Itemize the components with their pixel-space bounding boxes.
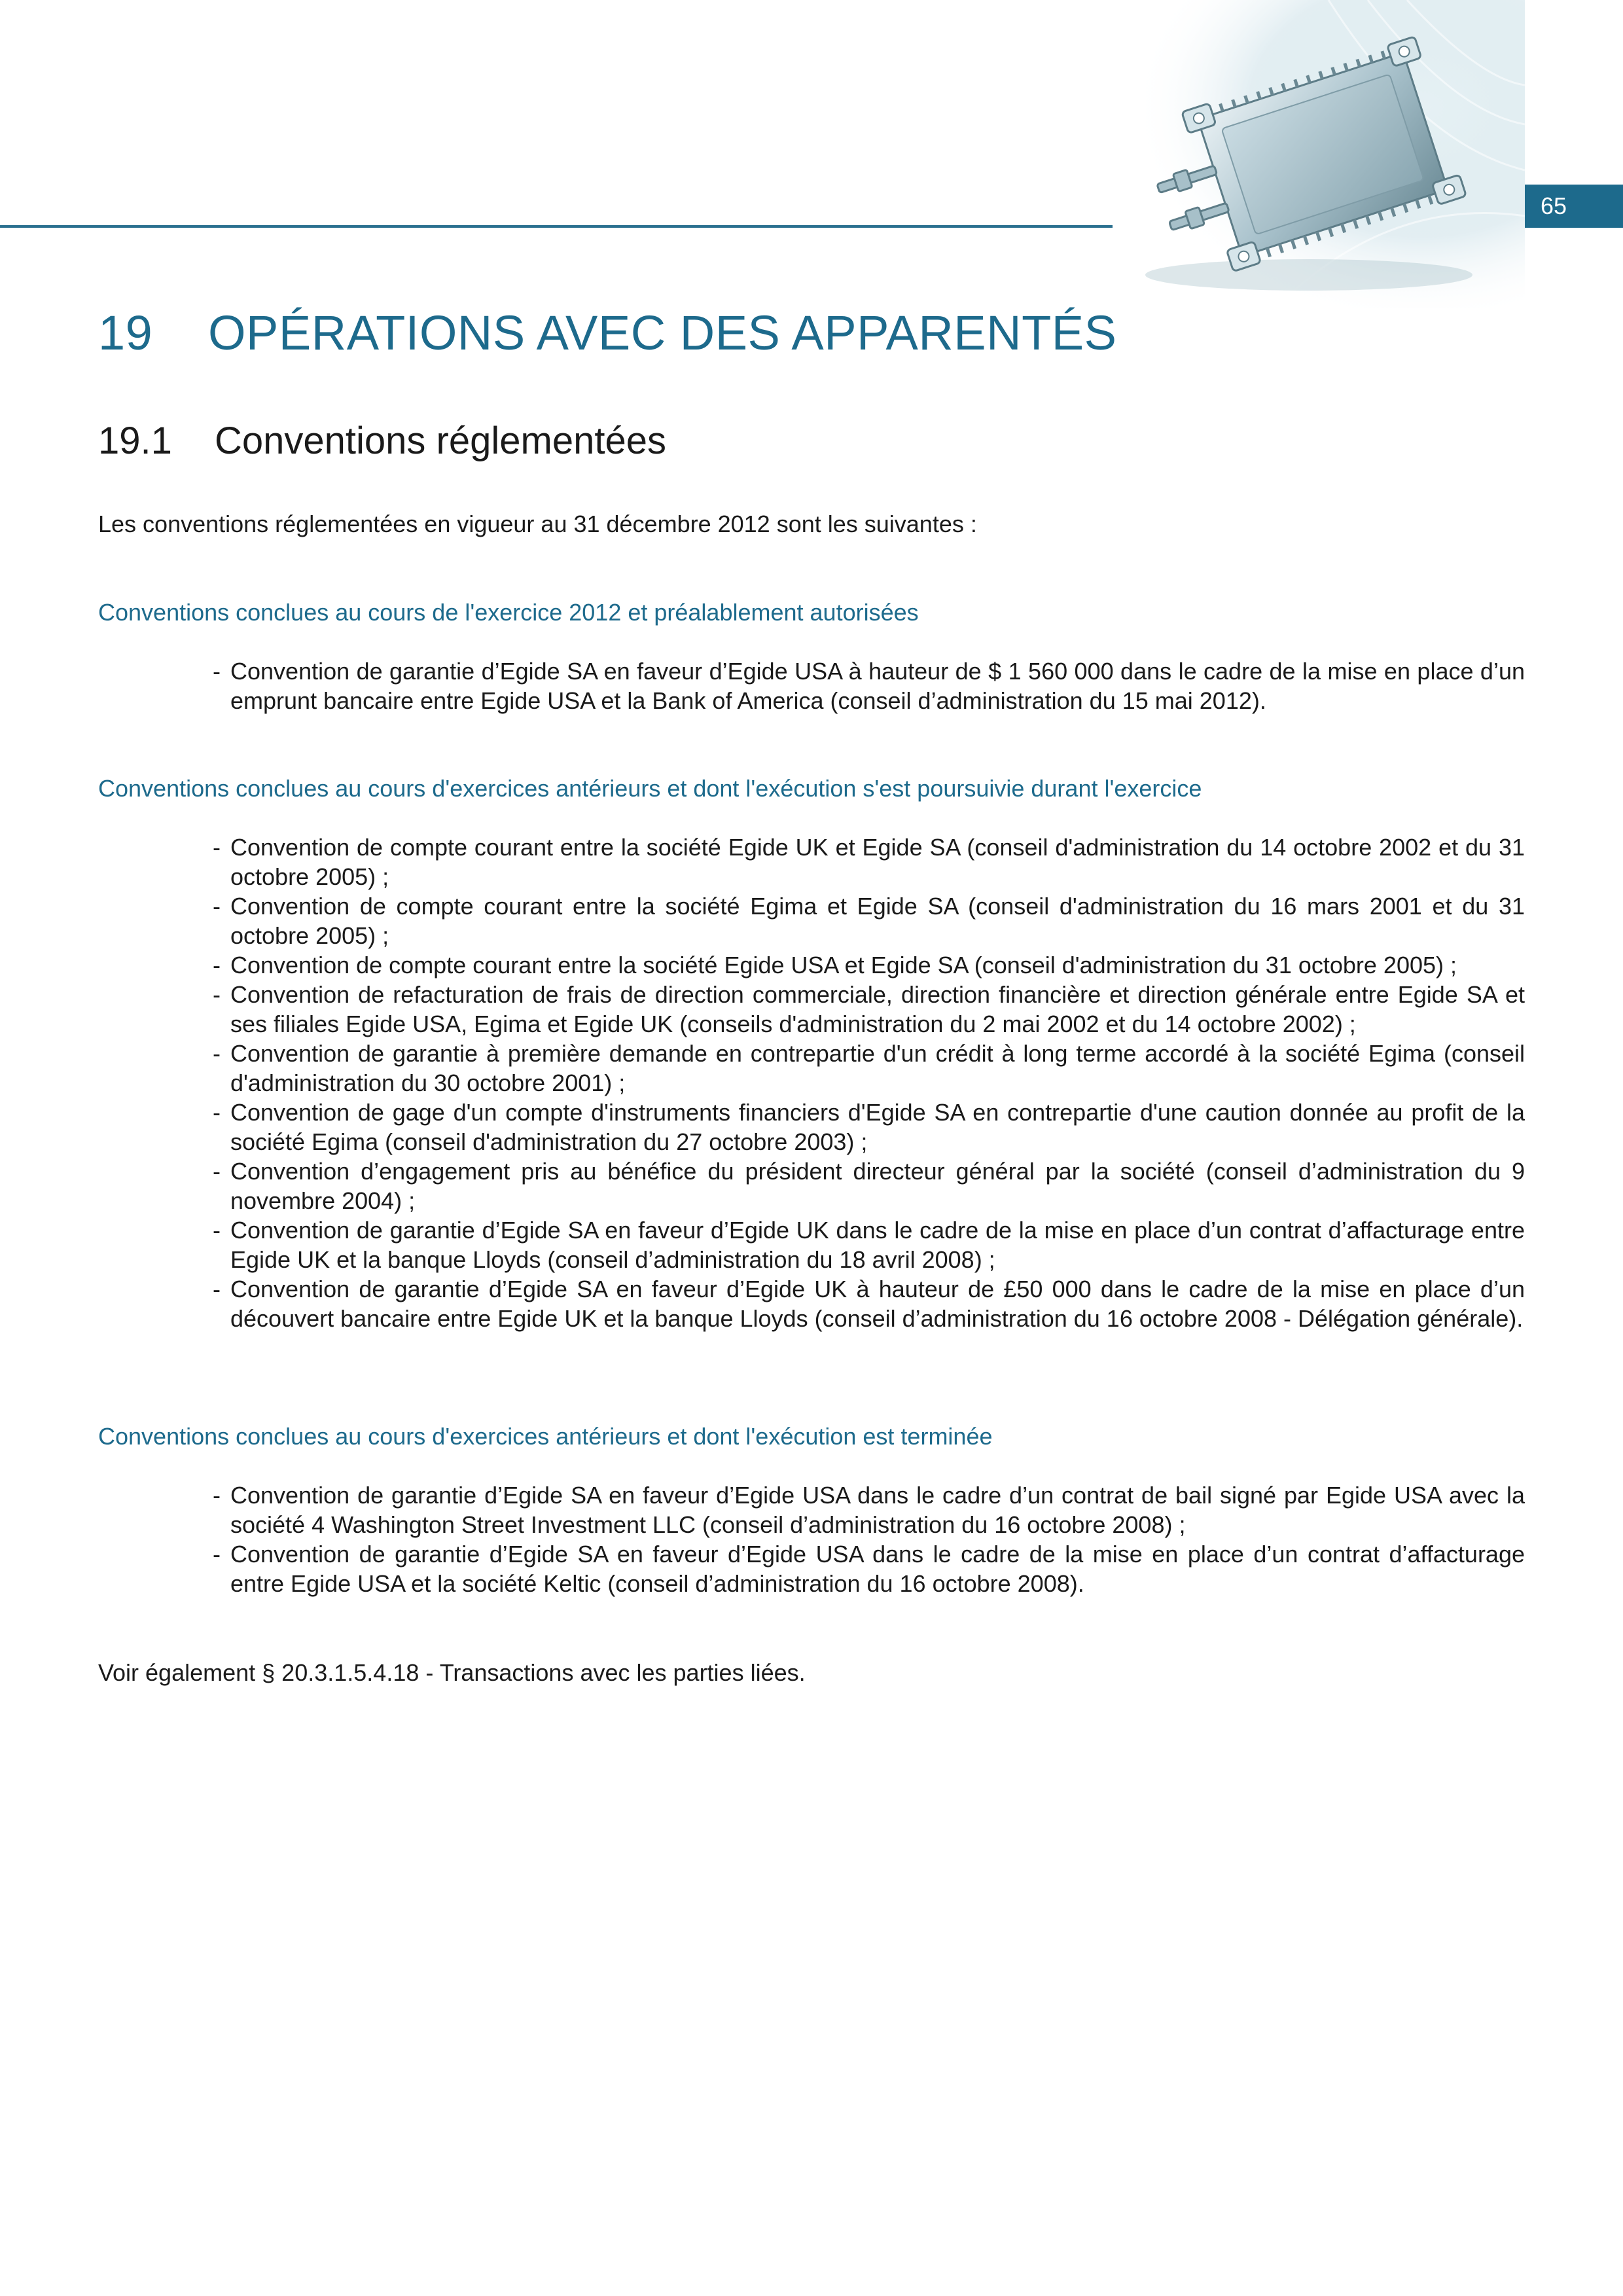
list-item-text: Convention de garantie d’Egide SA en faveur d’Egide USA dans le cadre d’un contrat de bail signé par Egide USA avec la société 4 Washington Street Investment LLC (conseil d’administration du 16 octobre 2008) ; <box>230 1482 1525 1538</box>
section-number: 19 <box>98 306 153 360</box>
group-heading-3: Conventions conclues au cours d'exercices antérieurs et dont l'exécution est terminée <box>98 1423 993 1450</box>
group-heading-1: Conventions conclues au cours de l'exercice 2012 et préalablement autorisées <box>98 599 919 626</box>
list-item <box>213 1039 1525 1098</box>
group-list-2 <box>213 833 1525 1333</box>
list-item <box>213 1215 1525 1274</box>
list-item-text: Convention de garantie d’Egide SA en faveur d’Egide UK dans le cadre de la mise en place d’un contrat d’affacturage entre Egide UK et la banque Lloyds (conseil d’administration du 18 avril 2008) ; <box>230 1217 1525 1273</box>
list-marker: - <box>213 981 221 1008</box>
list-item-text: Convention de garantie d’Egide SA en faveur d’Egide USA dans le cadre de la mise en place d’un contrat d’affacturage entre Egide USA et la société Keltic (conseil d’administration du 16 octobre 2008). <box>230 1541 1525 1597</box>
list-marker: - <box>213 834 221 861</box>
list-item-text: Convention de compte courant entre la société Egide USA et Egide SA (conseil d'administration du 31 octobre 2005) ; <box>230 952 1457 978</box>
list-marker: - <box>213 1099 221 1126</box>
list-item-text: Convention de garantie d’Egide SA en faveur d’Egide USA à hauteur de $ 1 560 000 dans le cadre de la mise en place d’un emprunt bancaire entre Egide USA et la Bank of America (conseil d’administration du 15 mai 2012). <box>230 658 1525 714</box>
list-item-text: Convention de garantie à première demande en contrepartie d'un crédit à long terme accordé à la société Egima (conseil d'administration du 30 octobre 2001) ; <box>230 1040 1525 1096</box>
see-also-paragraph: Voir également § 20.3.1.5.4.18 - Transactions avec les parties liées. <box>98 1659 806 1686</box>
section-heading <box>98 305 1116 361</box>
list-item <box>213 980 1525 1039</box>
list-marker: - <box>213 1158 221 1185</box>
list-item <box>213 1157 1525 1215</box>
list-item <box>213 1098 1525 1157</box>
list-marker: - <box>213 1217 221 1244</box>
list-item <box>213 1274 1525 1333</box>
list-item <box>213 1480 1525 1539</box>
list-marker: - <box>213 1482 221 1509</box>
list-marker: - <box>213 952 221 978</box>
header-component-image <box>1113 0 1525 308</box>
subsection-number: 19.1 <box>98 420 172 462</box>
group-list-1 <box>213 656 1525 715</box>
group-heading-2: Conventions conclues au cours d'exercices antérieurs et dont l'exécution s'est poursuivie durant l'exercice <box>98 775 1202 802</box>
group-list-3 <box>213 1480 1525 1598</box>
list-marker: - <box>213 1040 221 1067</box>
subsection-title: Conventions réglementées <box>215 420 666 462</box>
list-item <box>213 833 1525 891</box>
list-item-text: Convention de gage d'un compte d'instruments financiers d'Egide SA en contrepartie d'une caution donnée au profit de la société Egima (conseil d'administration du 27 octobre 2003) ; <box>230 1099 1525 1155</box>
list-marker: - <box>213 893 221 920</box>
list-marker: - <box>213 1276 221 1302</box>
subsection-heading <box>98 419 666 463</box>
list-item-text: Convention de compte courant entre la société Egima et Egide SA (conseil d'administration du 16 mars 2001 et du 31 octobre 2005) ; <box>230 893 1525 949</box>
list-item-text: Convention de compte courant entre la société Egide UK et Egide SA (conseil d'administration du 14 octobre 2002 et du 31 octobre 2005) ; <box>230 834 1525 890</box>
list-marker: - <box>213 1541 221 1568</box>
list-item <box>213 656 1525 715</box>
page-number: 65 <box>1525 185 1623 228</box>
section-title: OPÉRATIONS AVEC DES APPARENTÉS <box>208 306 1117 360</box>
intro-paragraph: Les conventions réglementées en vigueur au 31 décembre 2012 sont les suivantes : <box>98 511 977 537</box>
header-rule <box>0 225 1113 228</box>
list-item-text: Convention de garantie d’Egide SA en faveur d’Egide UK à hauteur de £50 000 dans le cadre de la mise en place d’un découvert bancaire entre Egide UK et la banque Lloyds (conseil d’administration du 16 octobre 2008 - Délégation générale). <box>230 1276 1525 1332</box>
list-item <box>213 1539 1525 1598</box>
list-item-text: Convention de refacturation de frais de direction commerciale, direction financière et direction générale entre Egide SA et ses filiales Egide USA, Egima et Egide UK (conseils d'administration du 2 mai 2002 et du 14 octobre 2002) ; <box>230 981 1525 1037</box>
list-item <box>213 950 1525 980</box>
list-item <box>213 891 1525 950</box>
list-item-text: Convention d’engagement pris au bénéfice du président directeur général par la société (conseil d’administration du 9 novembre 2004) ; <box>230 1158 1525 1214</box>
list-marker: - <box>213 658 221 685</box>
